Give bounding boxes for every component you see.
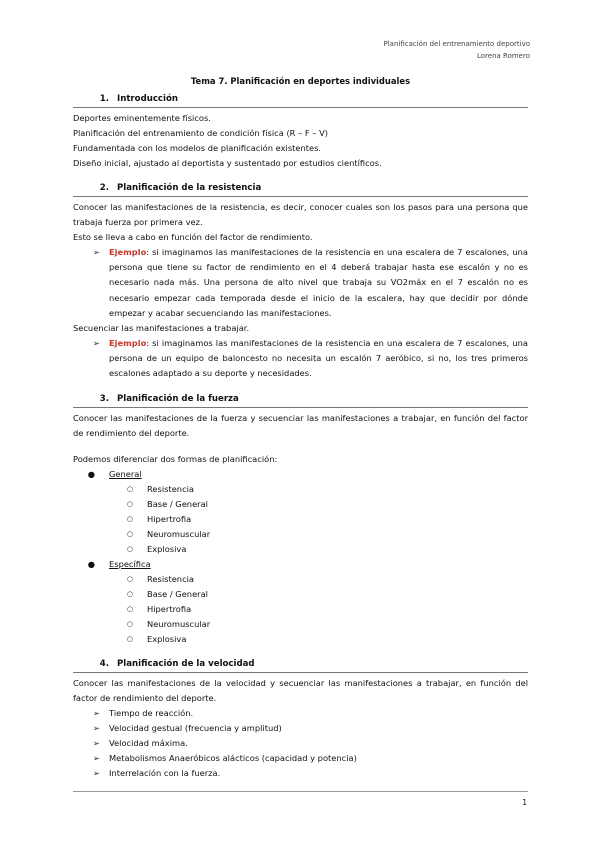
list-item: [73, 632, 528, 647]
circle-bullet-icon: ○: [126, 589, 133, 598]
circle-bullet-icon: ○: [126, 499, 133, 508]
arrow-bullet-icon: ➢: [93, 738, 100, 749]
list-item: [73, 617, 528, 632]
list-item: [73, 706, 528, 721]
list-item-text: Hipertrofia: [147, 513, 192, 524]
list-item-text: Explosiva: [147, 543, 187, 554]
header-author: Lorena Romero: [476, 52, 530, 60]
arrow-bullet-icon: ➢: [93, 722, 100, 733]
list-item: [73, 497, 528, 512]
planning-type-especifica: [73, 557, 528, 572]
list-item-text: Hipertrofia: [147, 603, 192, 614]
page-header: [383, 38, 530, 62]
paragraph: Conocer las manifestaciones de la resistencia, es decir, conocer cuales son los pasos para una persona que trabaja fuerza por primera vez.: [73, 202, 528, 227]
section-number: 2.: [99, 183, 109, 193]
paragraph: Conocer las manifestaciones de la fuerza y secuenciar las manifestaciones a trabajar, en función del factor de rendimiento del deporte.: [73, 412, 528, 438]
list-item: [73, 527, 528, 542]
footer-divider: [73, 791, 528, 792]
list-item-text: Base / General: [147, 588, 208, 599]
page-number: 1: [522, 798, 527, 807]
planning-type-general: [73, 467, 528, 482]
section-number: 3.: [99, 393, 109, 404]
section-4-heading: [73, 658, 528, 673]
general-sublist: [73, 482, 528, 557]
arrow-bullet-icon: ➢: [93, 753, 100, 764]
list-item: [73, 736, 528, 751]
list-item-text: Velocidad gestual (frecuencia y amplitud): [109, 722, 282, 733]
arrow-bullet-icon: ➢: [93, 707, 100, 718]
section-title: Planificación de la fuerza: [117, 393, 239, 404]
circle-bullet-icon: ○: [126, 529, 133, 538]
list-item-text: Velocidad máxima.: [109, 738, 188, 749]
section-number: 1.: [99, 94, 109, 104]
section-3-heading: [73, 393, 528, 408]
header-course: Planificación del entrenamiento deportivo: [383, 40, 530, 48]
list-item-text: Resistencia: [147, 483, 195, 494]
section-title: Planificación de la resistencia: [117, 183, 262, 193]
intro-line: Diseño inicial, ajustado al deportista y sustentado por estudios científicos.: [73, 158, 382, 168]
bullet-icon: ●: [87, 468, 95, 479]
example-text: : si imaginamos las manifestaciones de la resistencia en una escalera de 7 escalones, una persona de un equipo de baloncesto no necesita un escalón 7 aeróbico, si no, los tres primeros escalones adaptado a su deporte y necesidades.: [109, 338, 528, 379]
document-title: Tema 7. Planificación en deportes individuales: [190, 76, 411, 86]
example-item: [73, 245, 528, 321]
section-number: 4.: [99, 658, 109, 669]
list-item: [73, 766, 528, 781]
list-item: [73, 602, 528, 617]
list-item-text: Explosiva: [147, 633, 187, 644]
document-body: [73, 75, 528, 782]
arrow-bullet-icon: ➢: [93, 768, 100, 779]
example-label: Ejemplo: [109, 247, 147, 257]
list-item-text: Metabolismos Anaeróbicos alácticos (capacidad y potencia): [109, 753, 357, 764]
circle-bullet-icon: ○: [126, 604, 133, 613]
paragraph: Podemos diferenciar dos formas de planificación:: [73, 453, 278, 464]
example-item: [73, 336, 528, 382]
intro-line: Deportes eminentemente físicos.: [73, 113, 211, 123]
section-2-heading: [73, 182, 528, 197]
intro-line: Fundamentada con los modelos de planificación existentes.: [73, 143, 322, 153]
list-item-text: Tiempo de reacción.: [109, 707, 194, 718]
example-label: Ejemplo: [109, 338, 147, 349]
planning-type-label: Específica: [109, 558, 151, 569]
list-item: [73, 542, 528, 557]
list-item: [73, 512, 528, 527]
intro-line: Planificación del entrenamiento de condición física (R – F – V): [73, 128, 328, 138]
section-title: Introducción: [117, 94, 178, 104]
arrow-bullet-icon: ➢: [93, 247, 100, 257]
section-title: Planificación de la velocidad: [117, 658, 255, 669]
circle-bullet-icon: ○: [126, 544, 133, 553]
list-item: [73, 587, 528, 602]
list-item: [73, 751, 528, 766]
list-item-text: Interrelación con la fuerza.: [109, 768, 221, 779]
circle-bullet-icon: ○: [126, 619, 133, 628]
arrow-bullet-icon: ➢: [93, 338, 100, 349]
paragraph: Conocer las manifestaciones de la velocidad y secuenciar las manifestaciones a trabajar, en función del factor de rendimiento del deporte.: [73, 677, 528, 703]
circle-bullet-icon: ○: [126, 574, 133, 583]
planning-type-label: General: [109, 468, 142, 479]
circle-bullet-icon: ○: [126, 514, 133, 523]
example-text: : si imaginamos las manifestaciones de la resistencia en una escalera de 7 escalones, una persona que tiene su factor de rendimiento en el 4 deberá trabajar hasta ese escalón y no es necesario nada más. Una persona de alto nivel que trabaja su VO2máx en el 7 escalón no es necesario empezar cada temporada desde el inicio de la escalera, hay que decidir por dónde empezar y acabar secuenciando las manifestaciones.: [109, 247, 528, 318]
section-1-heading: [73, 93, 528, 108]
list-item-text: Neuromuscular: [147, 618, 211, 629]
bullet-icon: ●: [87, 558, 95, 569]
list-item: [73, 482, 528, 497]
paragraph: Esto se lleva a cabo en función del factor de rendimiento.: [73, 232, 313, 242]
list-item: [73, 572, 528, 587]
list-item-text: Neuromuscular: [147, 528, 211, 539]
list-item-text: Resistencia: [147, 573, 195, 584]
especifica-sublist: [73, 572, 528, 647]
circle-bullet-icon: ○: [126, 484, 133, 493]
paragraph: Secuenciar las manifestaciones a trabajar.: [73, 323, 250, 334]
list-item-text: Base / General: [147, 498, 208, 509]
circle-bullet-icon: ○: [126, 634, 133, 643]
list-item: [73, 721, 528, 736]
